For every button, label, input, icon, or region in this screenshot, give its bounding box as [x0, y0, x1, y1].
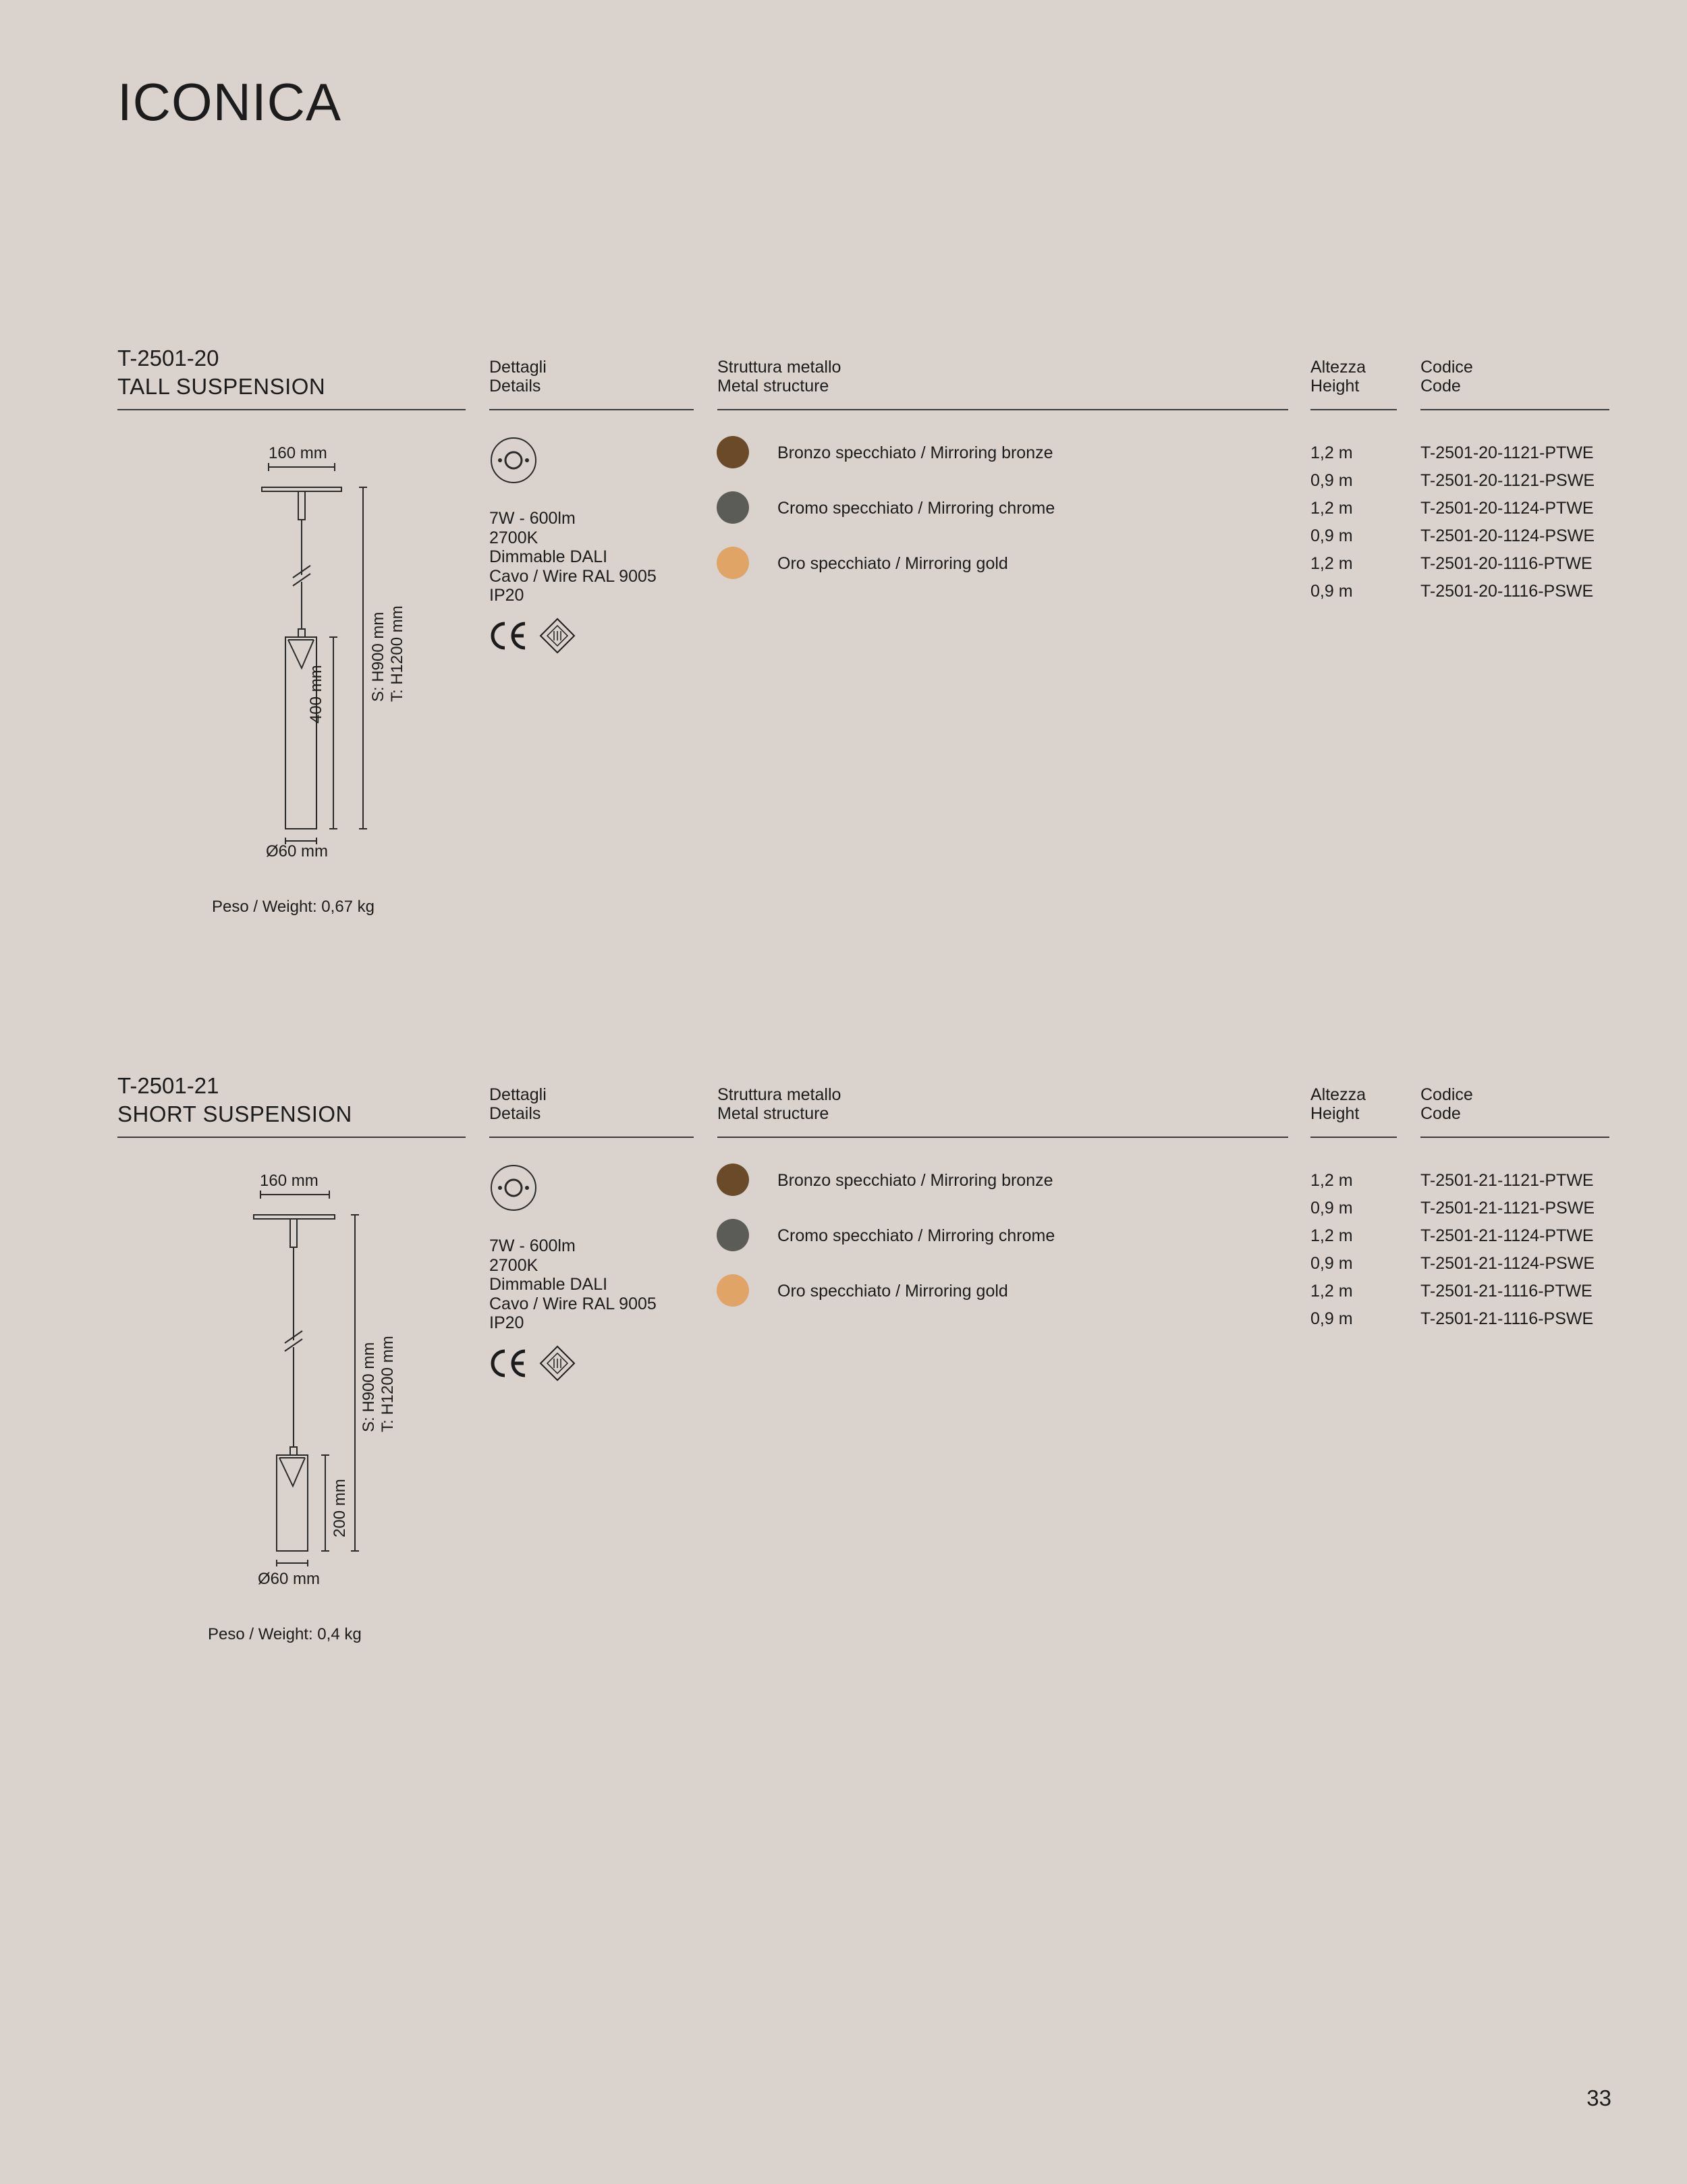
finish-gold: Oro specchiato / Mirroring gold: [777, 1282, 1008, 1301]
dim-diameter: Ø60 mm: [266, 842, 329, 861]
swatch-bronze: [717, 436, 749, 468]
weight: Peso / Weight: 0,67 kg: [212, 898, 375, 916]
product-name: TALL SUSPENSION: [117, 374, 326, 399]
finish-bronze: Bronzo specchiato / Mirroring bronze: [777, 443, 1053, 462]
adapter-stem: [298, 491, 305, 520]
header-code: Codice Code: [1420, 358, 1473, 395]
height-column: 1,2 m 0,9 m 1,2 m 0,9 m 1,2 m 0,9 m: [1310, 1171, 1353, 1328]
swatch-gold: [717, 1274, 749, 1307]
code-column: T-2501-20-1121-PTWE T-2501-20-1121-PSWE T-2501-20-1124-PTWE T-2501-20-1124-PSWE T-2501-20-1116-PTWE T-2501-20-1116-PSWE: [1420, 443, 1595, 601]
divider: [1420, 1137, 1609, 1138]
code-column: T-2501-21-1121-PTWE T-2501-21-1121-PSWE T-2501-21-1124-PTWE T-2501-21-1124-PSWE T-2501-21-1116-PTWE T-2501-21-1116-PSWE: [1420, 1171, 1595, 1328]
header-structure: Struttura metallo Metal structure: [717, 1085, 841, 1123]
divider: [717, 409, 1288, 410]
adapter-stem: [290, 1219, 297, 1247]
ce-mark-icon: [487, 617, 530, 655]
details-list: 7W - 600lm 2700K Dimmable DALI Cavo / Wire RAL 9005 IP20: [489, 1236, 657, 1332]
finish-chrome: Cromo specchiato / Mirroring chrome: [777, 1226, 1055, 1245]
header-structure: Struttura metallo Metal structure: [717, 358, 841, 395]
ceiling-rose-icon: [489, 436, 538, 485]
height-column: 1,2 m 0,9 m 1,2 m 0,9 m 1,2 m 0,9 m: [1310, 443, 1353, 601]
lamp-body: [277, 1455, 308, 1551]
class-iii-icon: [538, 617, 576, 655]
ce-mark-icon: [487, 1344, 530, 1382]
dim-body-height: 400 mm: [307, 665, 325, 724]
header-code: Codice Code: [1420, 1085, 1473, 1123]
dim-body-height: 200 mm: [331, 1479, 349, 1537]
divider: [117, 409, 466, 410]
dim-width: 160 mm: [260, 1172, 319, 1190]
dim-s-height: S: H900 mm T: H1200 mm: [369, 605, 406, 702]
ceiling-rose-icon: [489, 1164, 538, 1212]
divider: [489, 409, 694, 410]
divider: [117, 1137, 466, 1138]
product-section-short: [0, 1072, 1687, 1747]
product-code: T-2501-20: [117, 346, 219, 371]
weight: Peso / Weight: 0,4 kg: [208, 1625, 362, 1643]
product-name: SHORT SUSPENSION: [117, 1101, 352, 1126]
product-code: T-2501-21: [117, 1073, 219, 1098]
swatch-gold: [717, 547, 749, 579]
page-title: ICONICA: [117, 72, 342, 132]
page-number: 33: [1586, 2085, 1611, 2110]
divider: [1310, 409, 1397, 410]
finish-bronze: Bronzo specchiato / Mirroring bronze: [777, 1171, 1053, 1190]
swatch-chrome: [717, 491, 749, 524]
finish-chrome: Cromo specchiato / Mirroring chrome: [777, 499, 1055, 518]
details-list: 7W - 600lm 2700K Dimmable DALI Cavo / Wire RAL 9005 IP20: [489, 509, 657, 605]
divider: [1420, 409, 1609, 410]
dim-s-height: S: H900 mm T: H1200 mm: [360, 1336, 397, 1432]
finish-gold: Oro specchiato / Mirroring gold: [777, 554, 1008, 573]
header-details: Dettagli Details: [489, 1085, 547, 1123]
product-section-tall: [0, 344, 1687, 1019]
swatch-bronze: [717, 1164, 749, 1196]
header-height: Altezza Height: [1310, 1085, 1366, 1123]
dim-diameter: Ø60 mm: [258, 1570, 321, 1588]
header-details: Dettagli Details: [489, 358, 547, 395]
class-iii-icon: [538, 1344, 576, 1382]
divider: [489, 1137, 694, 1138]
header-height: Altezza Height: [1310, 358, 1366, 395]
divider: [1310, 1137, 1397, 1138]
dim-width: 160 mm: [269, 444, 327, 462]
divider: [717, 1137, 1288, 1138]
swatch-chrome: [717, 1219, 749, 1251]
